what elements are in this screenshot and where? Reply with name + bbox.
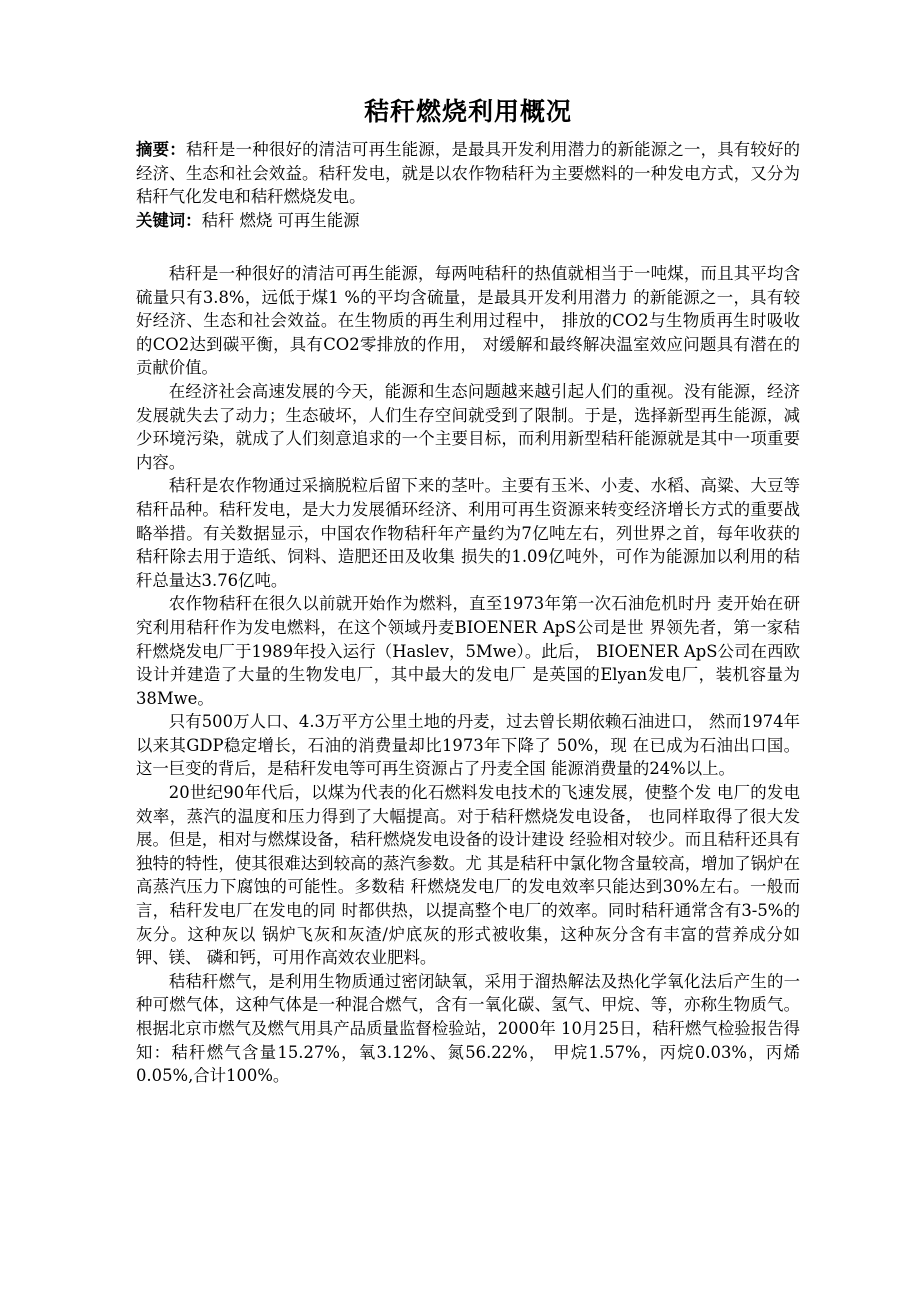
paragraph: 只有500万人口、4.3万平方公里土地的丹麦，过去曾长期依赖石油进口， 然而1974年以来其GDP稳定增长，石油的消费量却比1973年下降了 50%，现 在已成为石油出口国。这一巨变的背后，是秸秆发电等可再生资源占了丹麦全国 能源消费量的24%以上。 xyxy=(136,712,800,779)
paragraph: 农作物秸秆在很久以前就开始作为燃料，直至1973年第一次石油危机时丹 麦开始在研究利用秸秆作为发电燃料，在这个领域丹麦BIOENER ApS公司是世 界领先者，第一家秸秆燃烧发电厂于1989年投入运行（Haslev，5Mwe）。此后， BIOENER ApS公司在西欧设计并建造了大量的生物发电厂，其中最大的发电厂 是英国的Elyan发电厂，装机容量为38Mwe。 xyxy=(136,594,800,708)
abstract-label: 摘要： xyxy=(136,140,186,159)
paragraph: 秸秆是农作物通过采摘脱粒后留下来的茎叶。主要有玉米、小麦、水稻、高粱、大豆等秸秆品种。秸秆发电，是大力发展循环经济、利用可再生资源来转变经济增长方式的重要战略举措。有关数据显示，中国农作物秸秆年产量约为7亿吨左右，列世界之首，每年收获的秸秆除去用于造纸、饲料、造肥还田及收集 损失的1.09亿吨外，可作为能源加以利用的秸秆总量达3.76亿吨。 xyxy=(136,476,800,590)
paragraph: 在经济社会高速发展的今天，能源和生态问题越来越引起人们的重视。没有能源，经济发展就失去了动力；生态破坏，人们生存空间就受到了限制。于是，选择新型再生能源，减少环境污染，就成了人们刻意追求的一个主要目标，而利用新型秸秆能源就是其中一项重要内容。 xyxy=(136,381,800,472)
paragraph: 20世纪90年代后，以煤为代表的化石燃料发电技术的飞速发展，使整个发 电厂的发电效率，蒸汽的温度和压力得到了大幅提高。对于秸秆燃烧发电设备， 也同样取得了很大发展。但是，相对与燃煤设备，秸秆燃烧发电设备的设计建设 经验相对较少。而且秸秆还具有独特的特性，使其很难达到较高的蒸汽参数。尤 其是秸秆中氯化物含量较高，增加了锅炉在高蒸汽压力下腐蚀的可能性。多数秸 秆燃烧发电厂的发电效率只能达到30%左右。一般而言，秸秆发电厂在发电的同 时都供热，以提高整个电厂的效率。同时秸秆通常含有3-5%的灰分。这种灰以 锅炉飞灰和灰渣/炉底灰的形式被收集，这种灰分含有丰富的营养成分如钾、镁、 磷和钙，可用作高效农业肥料。 xyxy=(136,783,800,968)
document-page xyxy=(136,92,800,1088)
keywords-text: 秸秆 燃烧 可再生能源 xyxy=(201,210,360,230)
keywords xyxy=(136,209,800,233)
body-text xyxy=(136,262,800,1088)
paragraph: 秸秸秆燃气，是利用生物质通过密闭缺氧，采用于溜热解法及热化学氧化法后产生的一种可燃气体，这种气体是一种混合燃气，含有一氧化碳、氢气、甲烷、等，亦称生物质气。根据北京市燃气及燃气用具产品质量监督检验站，2000年 10月25日，秸秆燃气检验报告得知：秸秆燃气含量15.27%，氧3.12%、氮56.22%， 甲烷1.57%，丙烷0.03%，丙烯0.05%,合计100%。 xyxy=(136,971,800,1086)
abstract xyxy=(136,138,800,209)
abstract-text: 秸秆是一种很好的清洁可再生能源，是最具开发利用潜力的新能源之一，具有较好的经济、生态和社会效益。秸秆发电，就是以农作物秸秆为主要燃料的一种发电方式，又分为秸秆气化发电和秸秆燃烧发电。 xyxy=(136,140,801,206)
document-title: 秸秆燃烧利用概况 xyxy=(363,97,572,126)
keywords-label: 关键词： xyxy=(136,210,202,230)
paragraph: 秸秆是一种很好的清洁可再生能源，每两吨秸秆的热值就相当于一吨煤，而且其平均含硫量只有3.8%，远低于煤1 %的平均含硫量，是最具开发利用潜力 的新能源之一，具有较好经济、生态和社会效益。在生物质的再生利用过程中， 排放的CO2与生物质再生时吸收的CO2达到碳平衡，具有CO2零排放的作用， 对缓解和最终解决温室效应问题具有潜在的贡献价值。 xyxy=(136,264,800,378)
